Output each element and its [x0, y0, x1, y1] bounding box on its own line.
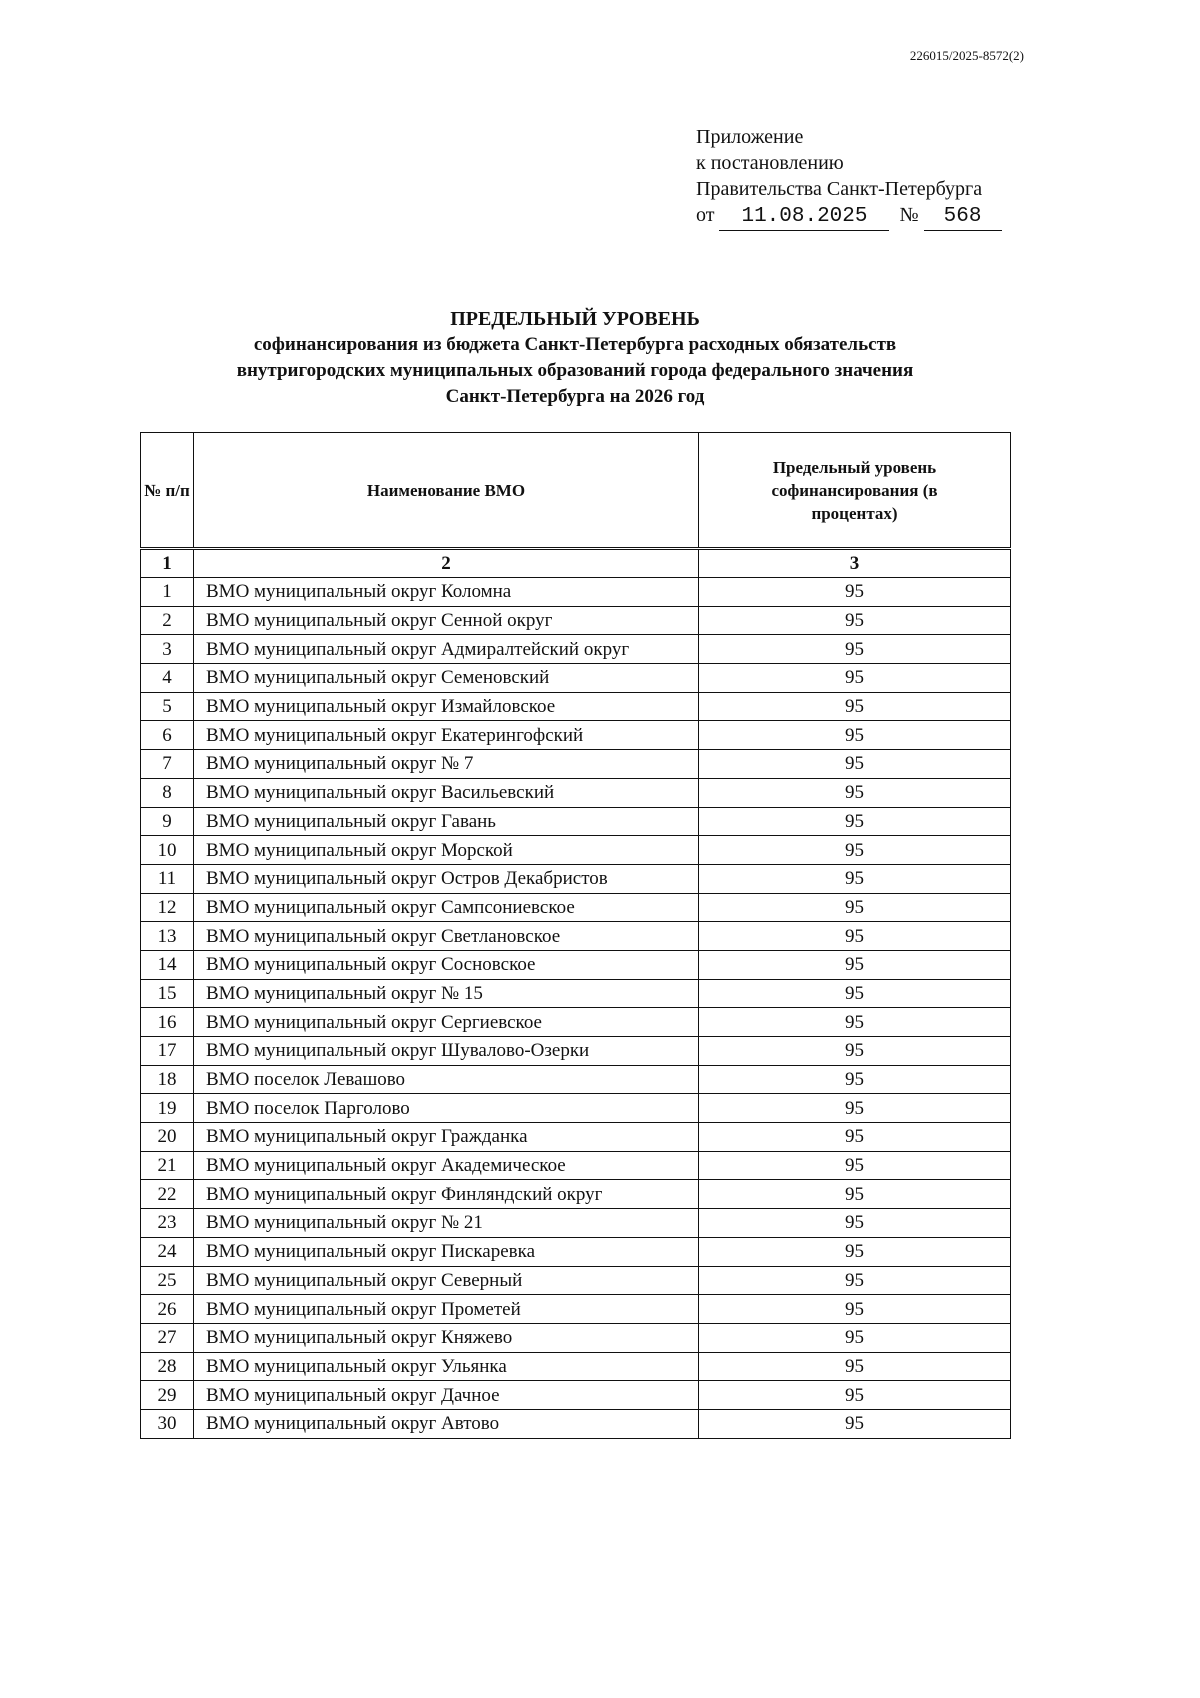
row-value: 95: [699, 1151, 1011, 1180]
row-value: 95: [699, 1381, 1011, 1410]
document-title: [140, 306, 1010, 410]
row-name: ВМО муниципальный округ Морской: [194, 836, 699, 865]
column-number: 2: [194, 549, 699, 578]
row-number: 26: [141, 1295, 194, 1324]
header-level: Предельный уровень софинансирования (в процентах): [699, 433, 1011, 549]
row-value: 95: [699, 692, 1011, 721]
row-number: 12: [141, 893, 194, 922]
table-row: [141, 606, 1011, 635]
row-value: 95: [699, 864, 1011, 893]
title-line2: софинансирования из бюджета Санкт-Петербурга расходных обязательств: [253, 334, 897, 355]
row-number: 9: [141, 807, 194, 836]
row-number: 8: [141, 778, 194, 807]
row-value: 95: [699, 1352, 1011, 1381]
appendix-line3: Правительства Санкт-Петербурга: [696, 178, 983, 200]
row-name: ВМО муниципальный округ Княжево: [194, 1323, 699, 1352]
row-number: 14: [141, 950, 194, 979]
table-header-row: [141, 433, 1011, 549]
row-number: 29: [141, 1381, 194, 1410]
row-number: 13: [141, 922, 194, 951]
row-number: 20: [141, 1123, 194, 1152]
table-row: [141, 1037, 1011, 1066]
row-number: 3: [141, 635, 194, 664]
number-prefix: №: [899, 204, 919, 226]
title-line3: внутригородских муниципальных образований города федерального значения: [236, 360, 914, 381]
row-value: 95: [699, 979, 1011, 1008]
row-number: 22: [141, 1180, 194, 1209]
row-value: 95: [699, 578, 1011, 607]
title-main: ПРЕДЕЛЬНЫЙ УРОВЕНЬ: [450, 308, 700, 330]
row-name: ВМО поселок Левашово: [194, 1065, 699, 1094]
row-name: ВМО муниципальный округ Финляндский округ: [194, 1180, 699, 1209]
row-name: ВМО муниципальный округ Светлановское: [194, 922, 699, 951]
row-value: 95: [699, 1237, 1011, 1266]
row-value: 95: [699, 721, 1011, 750]
row-number: 2: [141, 606, 194, 635]
appendix-line2: к постановлению: [696, 152, 844, 174]
row-name: ВМО муниципальный округ № 15: [194, 979, 699, 1008]
table-row: [141, 979, 1011, 1008]
header-name: Наименование ВМО: [194, 433, 699, 549]
appendix-line1: Приложение: [696, 126, 804, 148]
row-name: ВМО муниципальный округ Васильевский: [194, 778, 699, 807]
table-row: [141, 1123, 1011, 1152]
row-value: 95: [699, 778, 1011, 807]
row-name: ВМО муниципальный округ Измайловское: [194, 692, 699, 721]
row-name: ВМО муниципальный округ Семеновский: [194, 664, 699, 693]
table-row: [141, 578, 1011, 607]
row-name: ВМО муниципальный округ Сергиевское: [194, 1008, 699, 1037]
row-value: 95: [699, 1266, 1011, 1295]
row-value: 95: [699, 1180, 1011, 1209]
table-row: [141, 664, 1011, 693]
row-value: 95: [699, 807, 1011, 836]
decree-number: 568: [924, 204, 1002, 231]
row-name: ВМО муниципальный округ Дачное: [194, 1381, 699, 1410]
table-row: [141, 1409, 1011, 1438]
row-name: ВМО муниципальный округ Автово: [194, 1409, 699, 1438]
row-name: ВМО муниципальный округ Сампсониевское: [194, 893, 699, 922]
column-number: 3: [699, 549, 1011, 578]
decree-date: 11.08.2025: [719, 204, 889, 231]
row-value: 95: [699, 750, 1011, 779]
row-number: 21: [141, 1151, 194, 1180]
table-row: [141, 922, 1011, 951]
row-value: 95: [699, 1409, 1011, 1438]
row-value: 95: [699, 1065, 1011, 1094]
row-number: 1: [141, 578, 194, 607]
row-name: ВМО муниципальный округ Екатерингофский: [194, 721, 699, 750]
table-row: [141, 864, 1011, 893]
row-name: ВМО муниципальный округ Шувалово-Озерки: [194, 1037, 699, 1066]
table-row: [141, 950, 1011, 979]
cofinancing-table: [140, 432, 1011, 1439]
row-number: 19: [141, 1094, 194, 1123]
row-value: 95: [699, 950, 1011, 979]
table-row: [141, 1065, 1011, 1094]
table-row: [141, 692, 1011, 721]
row-value: 95: [699, 1037, 1011, 1066]
row-value: 95: [699, 1123, 1011, 1152]
document-number: 226015/2025-8572(2): [909, 48, 1024, 63]
column-number: 1: [141, 549, 194, 578]
row-value: 95: [699, 922, 1011, 951]
row-value: 95: [699, 606, 1011, 635]
appendix-block: [696, 124, 1002, 231]
row-number: 10: [141, 836, 194, 865]
row-name: ВМО муниципальный округ Остров Декабристов: [194, 864, 699, 893]
table-row: [141, 778, 1011, 807]
table-row: [141, 893, 1011, 922]
table-row: [141, 1295, 1011, 1324]
row-number: 18: [141, 1065, 194, 1094]
row-number: 27: [141, 1323, 194, 1352]
row-name: ВМО муниципальный округ Северный: [194, 1266, 699, 1295]
date-prefix: от: [696, 204, 715, 226]
row-number: 4: [141, 664, 194, 693]
row-name: ВМО муниципальный округ Сосновское: [194, 950, 699, 979]
row-value: 95: [699, 836, 1011, 865]
table-row: [141, 1209, 1011, 1238]
table-row: [141, 1094, 1011, 1123]
row-number: 28: [141, 1352, 194, 1381]
row-number: 5: [141, 692, 194, 721]
row-name: ВМО муниципальный округ Академическое: [194, 1151, 699, 1180]
table-row: [141, 1323, 1011, 1352]
row-value: 95: [699, 1209, 1011, 1238]
row-name: ВМО муниципальный округ № 7: [194, 750, 699, 779]
row-number: 16: [141, 1008, 194, 1037]
row-name: ВМО муниципальный округ Коломна: [194, 578, 699, 607]
table-row: [141, 750, 1011, 779]
row-number: 6: [141, 721, 194, 750]
row-name: ВМО муниципальный округ Ульянка: [194, 1352, 699, 1381]
row-value: 95: [699, 664, 1011, 693]
table-row: [141, 635, 1011, 664]
row-number: 24: [141, 1237, 194, 1266]
table-row: [141, 1151, 1011, 1180]
row-number: 11: [141, 864, 194, 893]
table-row: [141, 1180, 1011, 1209]
row-number: 7: [141, 750, 194, 779]
table-row: [141, 1008, 1011, 1037]
table-row: [141, 721, 1011, 750]
row-value: 95: [699, 1295, 1011, 1324]
row-number: 23: [141, 1209, 194, 1238]
table-row: [141, 1237, 1011, 1266]
row-value: 95: [699, 635, 1011, 664]
row-name: ВМО муниципальный округ Сенной округ: [194, 606, 699, 635]
table-row: [141, 1266, 1011, 1295]
table-row: [141, 807, 1011, 836]
table-row: [141, 1381, 1011, 1410]
row-number: 25: [141, 1266, 194, 1295]
row-value: 95: [699, 1323, 1011, 1352]
row-name: ВМО муниципальный округ Прометей: [194, 1295, 699, 1324]
table-row: [141, 1352, 1011, 1381]
row-number: 17: [141, 1037, 194, 1066]
row-number: 30: [141, 1409, 194, 1438]
row-value: 95: [699, 1008, 1011, 1037]
appendix-date-line: [696, 202, 1002, 231]
row-name: ВМО муниципальный округ Пискаревка: [194, 1237, 699, 1266]
row-value: 95: [699, 1094, 1011, 1123]
row-value: 95: [699, 893, 1011, 922]
row-name: ВМО муниципальный округ Адмиралтейский округ: [194, 635, 699, 664]
row-name: ВМО муниципальный округ Гражданка: [194, 1123, 699, 1152]
table-row: [141, 836, 1011, 865]
column-numbers-row: [141, 549, 1011, 578]
row-number: 15: [141, 979, 194, 1008]
row-name: ВМО муниципальный округ № 21: [194, 1209, 699, 1238]
row-name: ВМО поселок Парголово: [194, 1094, 699, 1123]
row-name: ВМО муниципальный округ Гавань: [194, 807, 699, 836]
title-line4: Санкт-Петербурга на 2026 год: [445, 386, 705, 407]
header-num: № п/п: [141, 433, 194, 549]
